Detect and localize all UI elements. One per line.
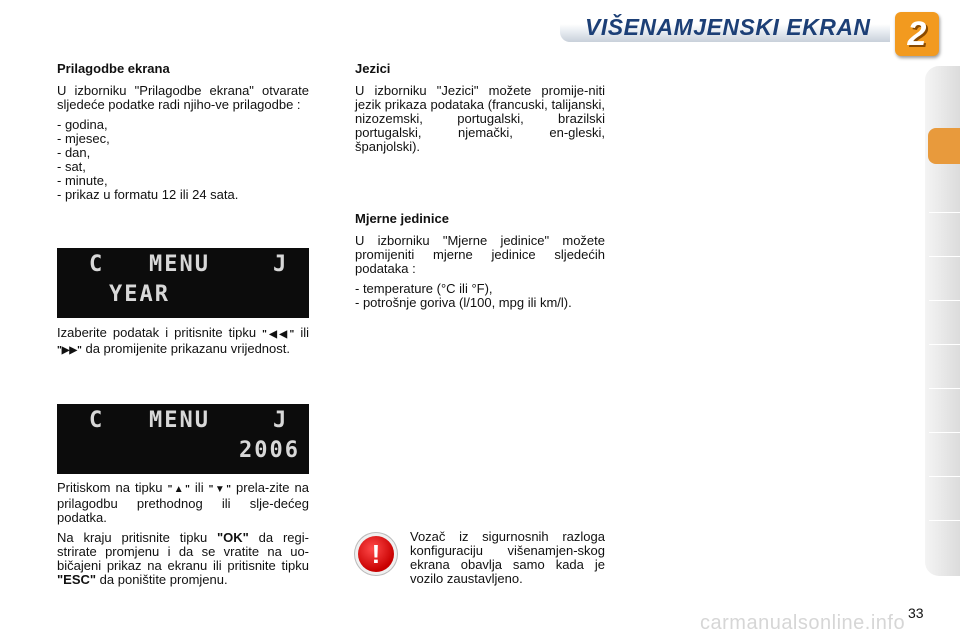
page-number: 33 xyxy=(908,605,924,621)
display-settings-section xyxy=(57,62,309,208)
section-text: U izborniku "Mjerne jedinice" možete promijeniti mjerne jedinice sljedećih podataka : xyxy=(355,233,605,276)
languages-section xyxy=(355,62,605,160)
select-instruction xyxy=(57,326,309,358)
section-intro: U izborniku "Prilagodbe ekrana" otvarate sljedeće podatke radi njiho-ve prilagodbe : xyxy=(57,83,309,112)
list-item: - temperature (°C ili °F), xyxy=(355,281,493,296)
tab-divider xyxy=(929,476,960,477)
instruction-text: Izaberite podatak i pritisnite tipku xyxy=(57,325,257,340)
section-heading: Mjerne jedinice xyxy=(355,211,449,226)
tab-divider xyxy=(929,344,960,345)
instruction-text: Na kraju pritisnite tipku xyxy=(57,530,218,545)
tab-divider xyxy=(929,212,960,213)
units-list xyxy=(355,282,605,310)
lcd-display-year xyxy=(57,248,309,318)
lcd-value: 2006 xyxy=(239,438,300,463)
active-chapter-tab xyxy=(928,128,960,164)
units-section xyxy=(355,212,605,316)
section-text: U izborniku "Jezici" možete promije-niti jezik prikaza podataka (francuski, talijanski, nizozemski, portugalski, brazilski portugalski, njemački, en-gleski, španjolski). xyxy=(355,83,605,154)
watermark: carmanualsonline.info xyxy=(700,612,906,634)
instruction-text: prela-zite na prilagodbu prethodnog ili slje-dećeg podatka. xyxy=(57,480,310,525)
chapter-badge xyxy=(895,12,939,56)
lcd-display-value xyxy=(57,404,309,474)
list-item: - mjesec, xyxy=(57,131,110,146)
instruction-text: da regi-strirate promjenu i da se vratite na uo-bičajeni prikaz na ekranu ili pritisnite tipku xyxy=(57,530,309,573)
page-title: VIŠENAMJENSKI EKRAN xyxy=(585,14,871,40)
tab-divider xyxy=(929,256,960,257)
warning-text: Vozač iz sigurnosnih razloga konfiguraciju višenamjen-skog ekrana obavlja samo kada je vozilo zaustavljeno. xyxy=(410,529,605,586)
tab-divider xyxy=(929,520,960,521)
ok-button-label: "OK" xyxy=(217,530,249,545)
tab-divider xyxy=(929,388,960,389)
instruction-text: ili xyxy=(189,480,209,495)
instruction-text: ili xyxy=(294,325,309,340)
chapter-number: 2 xyxy=(907,14,927,53)
lcd-left-char: C xyxy=(89,408,105,433)
down-button-label: "▼" xyxy=(208,484,231,495)
tab-divider xyxy=(929,432,960,433)
rewind-button-label: "◀◀" xyxy=(262,329,295,340)
list-item: - prikaz u formatu 12 ili 24 sata. xyxy=(57,187,239,202)
list-item: - godina, xyxy=(57,117,108,132)
forward-button-label: "▶▶" xyxy=(57,345,82,356)
lcd-value: YEAR xyxy=(109,282,170,307)
warning-icon: ! xyxy=(358,536,394,572)
lcd-menu-label: MENU xyxy=(149,408,210,433)
list-item: - dan, xyxy=(57,145,91,160)
instruction-text: da promijenite prikazanu vrijednost. xyxy=(81,341,290,356)
lcd-right-char: J xyxy=(273,252,289,277)
section-heading: Jezici xyxy=(355,61,391,76)
list-item: - potrošnje goriva (l/100, mpg ili km/l). xyxy=(355,295,572,310)
list-item: - sat, xyxy=(57,159,86,174)
lcd-menu-label: MENU xyxy=(149,252,210,277)
instruction-text: da poništite promjenu. xyxy=(96,572,228,587)
instruction-text: Pritiskom na tipku xyxy=(57,480,168,495)
settings-list xyxy=(57,118,309,202)
navigate-instruction xyxy=(57,481,309,593)
up-button-label: "▲" xyxy=(167,484,190,495)
esc-button-label: "ESC" xyxy=(57,572,97,587)
list-item: - minute, xyxy=(57,173,108,188)
lcd-right-char: J xyxy=(273,408,289,433)
tab-divider xyxy=(929,300,960,301)
lcd-left-char: C xyxy=(89,252,105,277)
section-heading: Prilagodbe ekrana xyxy=(57,61,170,76)
